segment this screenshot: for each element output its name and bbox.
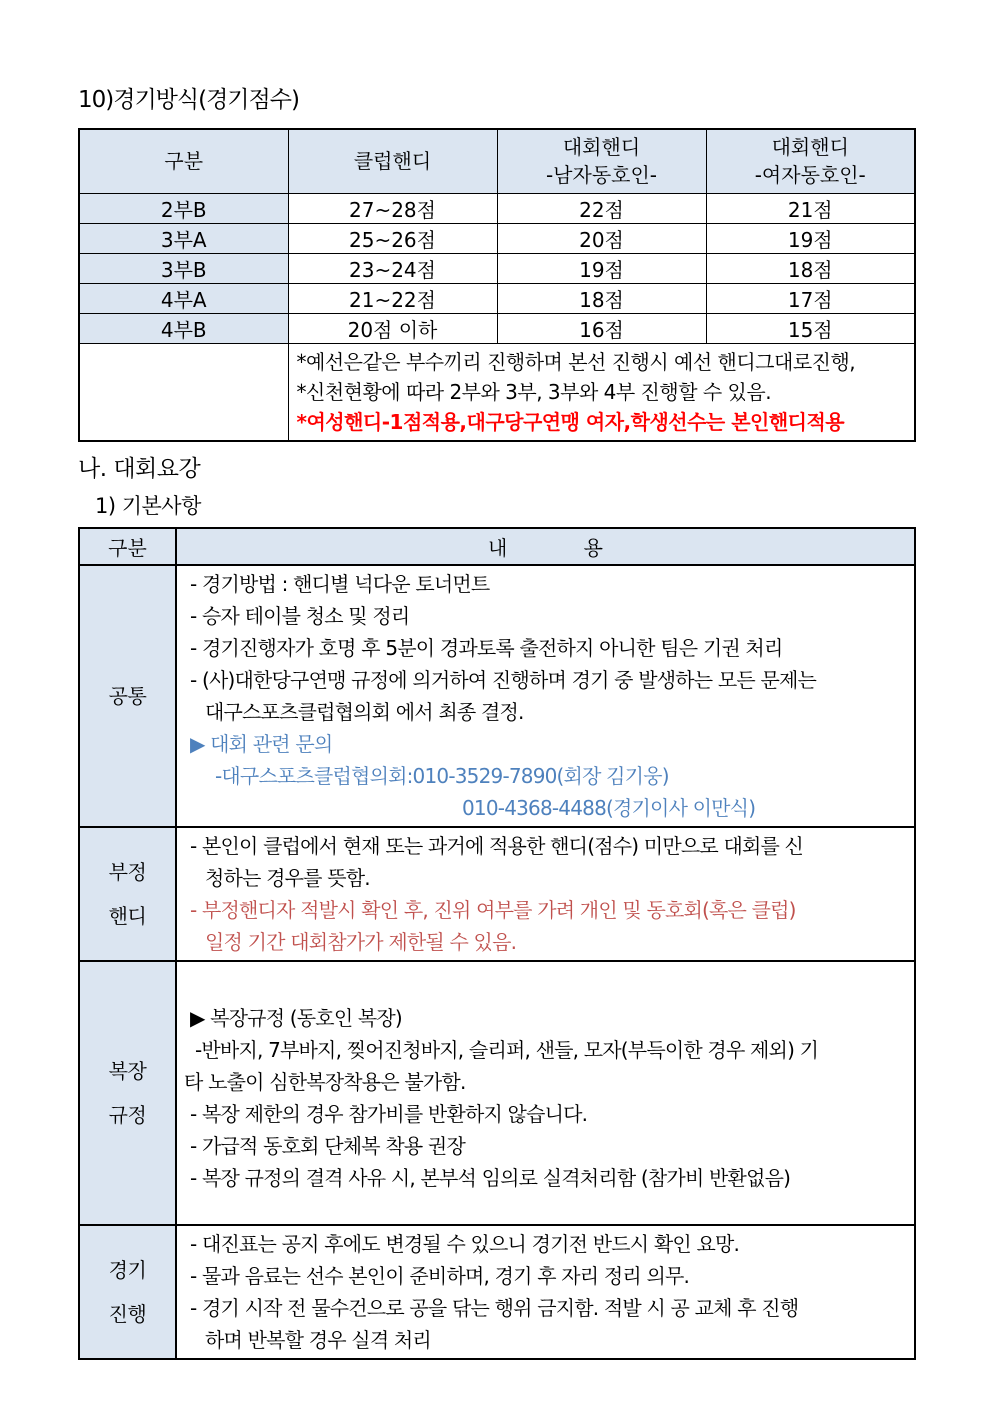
- female-handicap-cell: 18점: [706, 253, 915, 283]
- female-handicap-cell: 17점: [706, 283, 915, 313]
- female-handicap-cell: 19점: [706, 223, 915, 253]
- division-cell: 3부B: [79, 253, 288, 283]
- score-row: [79, 223, 915, 253]
- contact-heading-line: ▶ 대회 관련 문의: [190, 731, 333, 756]
- info-table-header-row: [79, 528, 915, 565]
- info-section-fraud-handicap: [79, 827, 915, 961]
- info-section-common: [79, 565, 915, 827]
- score-table: [78, 128, 916, 442]
- note-line: *예선은같은 부수끼리 진행하며 본선 진행시 예선 핸디그대로진행,: [296, 349, 856, 374]
- contact-phone-line: 010-4368-4488(경기이사 이만식): [462, 795, 756, 820]
- score-header-event-handicap-female: 대회핸디 -여자동호인-: [706, 129, 915, 193]
- empty-cell: [79, 343, 288, 441]
- section-heading: 나. 대회요강: [78, 455, 201, 482]
- info-line: - 경기 시작 전 물수건으로 공을 닦는 행위 금지함. 적발 시 공 교체 후 진행: [190, 1295, 799, 1320]
- info-line: 대구스포츠클럽협의회 에서 최종 결정.: [205, 699, 524, 724]
- score-row: [79, 283, 915, 313]
- info-line: - (사)대한당구연맹 규정에 의거하여 진행하며 경기 중 발생하는 모든 문제는: [190, 667, 817, 692]
- info-header-category: 구분: [79, 528, 176, 565]
- note-line: *신천현황에 따라 2부와 3부, 3부와 4부 진행할 수 있음.: [296, 379, 772, 404]
- blank-space: [177, 964, 914, 1002]
- club-handicap-cell: 21~22점: [288, 283, 497, 313]
- blank-space: [177, 1194, 914, 1222]
- info-line: - 물과 음료는 선수 본인이 준비하며, 경기 후 자리 정리 의무.: [190, 1263, 690, 1288]
- score-table-header-row: [79, 129, 915, 193]
- warning-line: 일정 기간 대회참가가 제한될 수 있음.: [205, 929, 517, 954]
- info-line: - 복장 제한의 경우 참가비를 반환하지 않습니다.: [190, 1101, 588, 1126]
- score-header-division: 구분: [79, 129, 288, 193]
- male-handicap-cell: 22점: [497, 193, 706, 223]
- info-line: - 본인이 클럽에서 현재 또는 과거에 적용한 핸디(점수) 미만으로 대회를 신: [190, 833, 804, 858]
- section-label: 부정 핸디: [79, 827, 176, 961]
- section-label: 공통: [79, 565, 176, 827]
- score-row: [79, 313, 915, 343]
- section-label: 복장 규정: [79, 961, 176, 1225]
- club-handicap-cell: 23~24점: [288, 253, 497, 283]
- info-line: - 복장 규정의 결격 사유 시, 본부석 임의로 실격처리함 (참가비 반환없음): [190, 1165, 791, 1190]
- info-line: -반바지, 7부바지, 찢어진청바지, 슬리퍼, 샌들, 모자(부득이한 경우 제외) 기: [195, 1037, 819, 1062]
- info-line: ▶ 복장규정 (동호인 복장): [190, 1005, 402, 1030]
- club-handicap-cell: 27~28점: [288, 193, 497, 223]
- info-line: - 경기방법 : 핸디별 넉다운 토너먼트: [190, 571, 490, 596]
- info-line: - 경기진행자가 호명 후 5분이 경과토록 출전하지 아니한 팀은 기권 처리: [190, 635, 783, 660]
- club-handicap-cell: 25~26점: [288, 223, 497, 253]
- division-cell: 3부A: [79, 223, 288, 253]
- score-notes-row: [79, 343, 915, 441]
- section-label: 경기 진행: [79, 1225, 176, 1359]
- subsection-heading: 1) 기본사항: [95, 493, 201, 518]
- division-cell: 4부A: [79, 283, 288, 313]
- section-body: [176, 1225, 915, 1359]
- score-header-club-handicap: 클럽핸디: [288, 129, 497, 193]
- section-body: [176, 827, 915, 961]
- info-line: 하며 반복할 경우 실격 처리: [205, 1327, 431, 1352]
- division-cell: 4부B: [79, 313, 288, 343]
- section-body: [176, 961, 915, 1225]
- info-header-content: 내 용: [176, 528, 915, 565]
- division-cell: 2부B: [79, 193, 288, 223]
- score-header-event-handicap-male: 대회핸디 -남자동호인-: [497, 129, 706, 193]
- female-handicap-cell: 15점: [706, 313, 915, 343]
- info-line: - 대진표는 공지 후에도 변경될 수 있으니 경기전 반드시 확인 요망.: [190, 1231, 740, 1256]
- male-handicap-cell: 19점: [497, 253, 706, 283]
- female-handicap-cell: 21점: [706, 193, 915, 223]
- info-line: 청하는 경우를 뜻함.: [205, 865, 370, 890]
- male-handicap-cell: 16점: [497, 313, 706, 343]
- club-handicap-cell: 20점 이하: [288, 313, 497, 343]
- info-line: 타 노출이 심한복장착용은 불가함.: [184, 1069, 466, 1094]
- page-title: 10)경기방식(경기점수): [78, 87, 299, 113]
- info-table: [78, 527, 916, 1360]
- section-body: [176, 565, 915, 827]
- score-notes-cell: [288, 343, 915, 441]
- info-line: - 가급적 동호회 단체복 착용 권장: [190, 1133, 465, 1158]
- note-line-red: *여성핸디-1점적용,대구당구연맹 여자,학생선수는 본인핸디적용: [296, 409, 845, 434]
- male-handicap-cell: 18점: [497, 283, 706, 313]
- info-line: - 승자 테이블 청소 및 정리: [190, 603, 410, 628]
- info-section-game-progress: [79, 1225, 915, 1359]
- score-row: [79, 253, 915, 283]
- contact-phone-line: -대구스포츠클럽협의회:010-3529-7890(회장 김기웅): [215, 763, 669, 788]
- info-section-dress-code: [79, 961, 915, 1225]
- score-row: [79, 193, 915, 223]
- warning-line: - 부정핸디자 적발시 확인 후, 진위 여부를 가려 개인 및 동호회(혹은 클럽): [190, 897, 796, 922]
- male-handicap-cell: 20점: [497, 223, 706, 253]
